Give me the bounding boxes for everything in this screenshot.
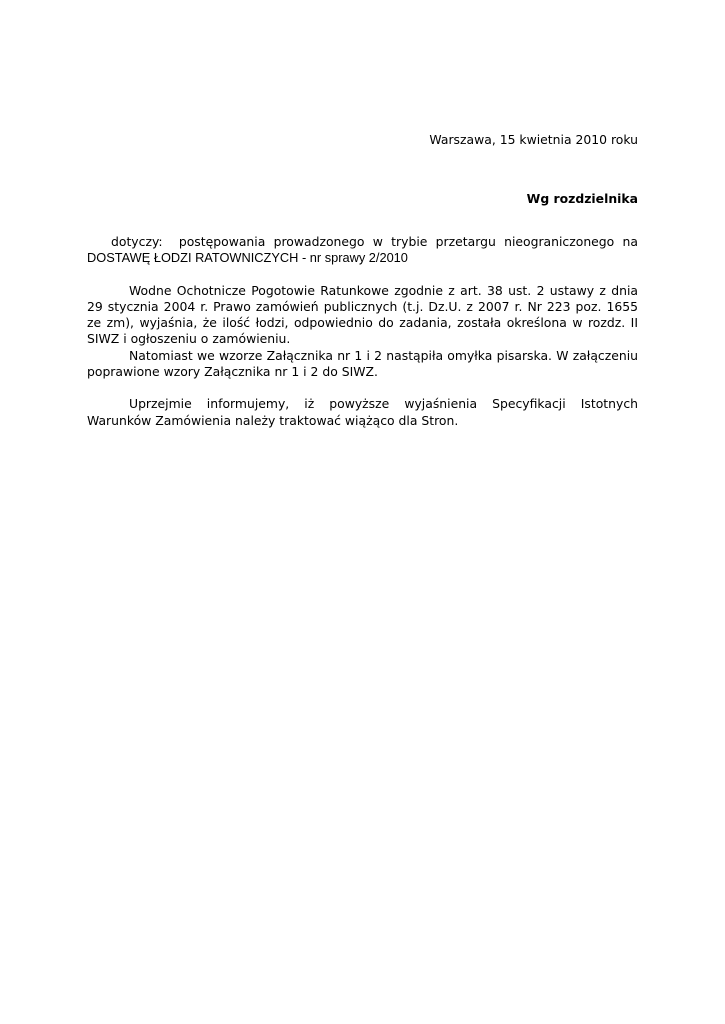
subject-label: dotyczy:: [111, 234, 163, 249]
paragraph-correction: Natomiast we wzorze Załącznika nr 1 i 2 nastąpiła omyłka pisarska. W załączeniu poprawione wzory Załącznika nr 1 i 2 do SIWZ.: [87, 347, 638, 380]
date-line: Warszawa, 15 kwietnia 2010 roku: [429, 132, 638, 147]
subject-reference: DOSTAWĘ ŁODZI RATOWNICZYCH - nr sprawy 2/2010: [87, 250, 408, 266]
subject-text: postępowania prowadzonego w trybie przetargu nieograniczonego na: [178, 234, 638, 249]
subject-paragraph: [87, 234, 638, 267]
paragraph-closing: Uprzejmie informujemy, iż powyższe wyjaśnienia Specyfikacji Istotnych Warunków Zamówienia należy traktować wiążąco dla Stron.: [87, 396, 638, 428]
paragraph-explanation: Wodne Ochotnicze Pogotowie Ratunkowe zgodnie z art. 38 ust. 2 ustawy z dnia 29 stycznia 2004 r. Prawo zamówień publicznych (t.j. Dz.U. z 2007 r. Nr 223 poz. 1655 ze zm), wyjaśnia, że ilość łodzi, odpowiednio do zadania, została określona w rozdz. II SIWZ i ogłoszeniu o zamówieniu.: [87, 282, 638, 347]
recipient-line: Wg rozdzielnika: [526, 191, 638, 206]
letter-body: [87, 234, 638, 429]
